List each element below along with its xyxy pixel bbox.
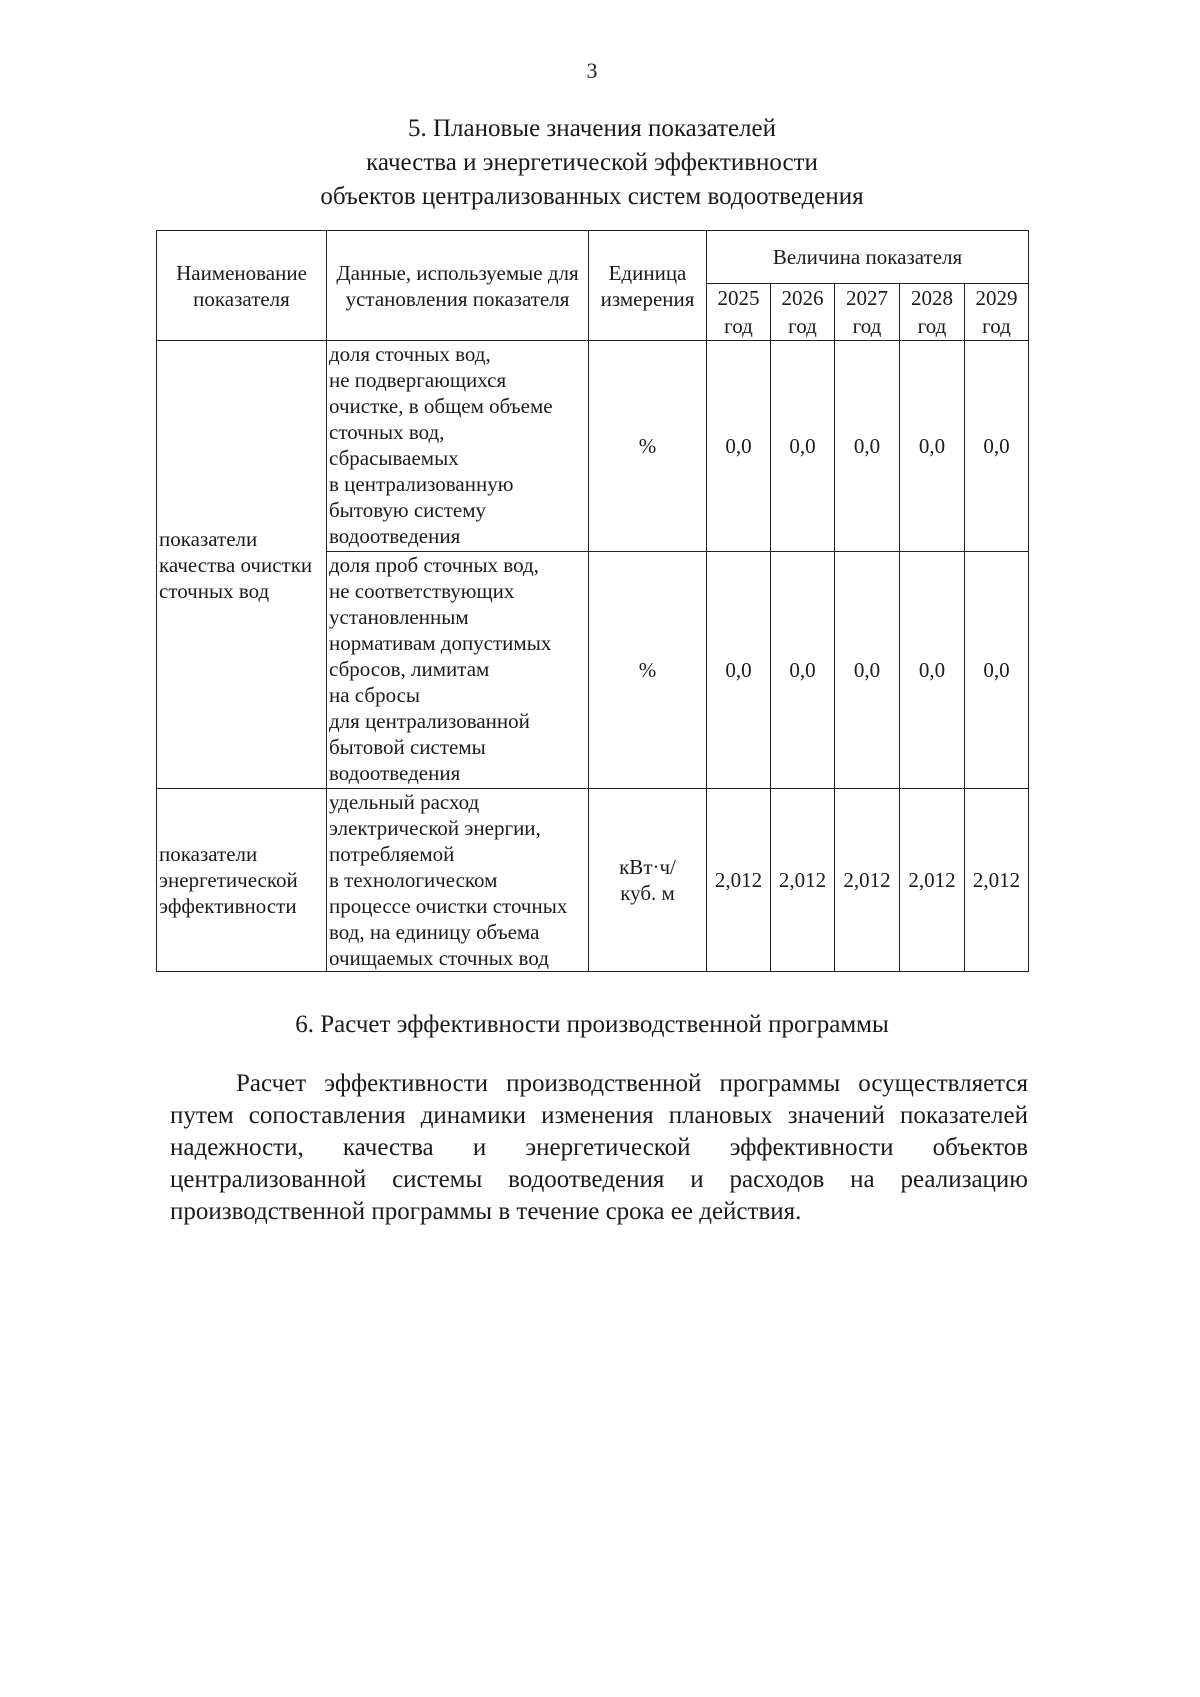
value-cell-2026: 2,012	[771, 789, 835, 972]
section-6-title: 6. Расчет эффективности производственной программы	[295, 1011, 889, 1038]
section-5-title-line: объектов централизованных систем водоотведения	[320, 183, 864, 210]
value-cell-2029: 0,0	[965, 552, 1029, 789]
data-used-cell: удельный расход электрической энергии, потребляемой в технологическом процессе очистки сточных вод, на единицу объема очищаемых сточных вод	[327, 789, 589, 972]
value-cell-2026: 0,0	[771, 341, 835, 552]
value-cell-2028: 0,0	[900, 341, 965, 552]
value-cell-2027: 2,012	[835, 789, 900, 972]
table-row	[157, 341, 1029, 552]
header-year-2028: 2028 год	[900, 284, 965, 341]
section-5-title-line: 5. Плановые значения показателей	[407, 115, 777, 142]
header-year-2026: 2026 год	[771, 284, 835, 341]
header-year-2029: 2029 год	[965, 284, 1029, 341]
data-used-cell: доля сточных вод, не подвергающихся очистке, в общем объеме сточных вод, сбрасываемых в централизованную бытовую систему водоотведения	[327, 341, 589, 552]
header-data-used: Данные, используемые для установления показателя	[327, 231, 589, 341]
section-6-paragraph: Расчет эффективности производственной программы осуществляется путем сопоставления динамики изменения плановых значений показателей надежности, качества и энергетической эффективности объектов централизованной системы водоотведения и расходов на реализацию производственной программы в течение срока ее действия.	[170, 1070, 1028, 1225]
header-unit: Единица измерения	[589, 231, 707, 341]
page-number: 3	[586, 58, 598, 83]
unit-cell: %	[589, 341, 707, 552]
value-cell-2025: 2,012	[707, 789, 771, 972]
indicator-name-cell: показатели энергетической эффективности	[157, 789, 327, 972]
value-cell-2026: 0,0	[771, 552, 835, 789]
value-cell-2025: 0,0	[707, 552, 771, 789]
value-cell-2028: 0,0	[900, 552, 965, 789]
value-cell-2029: 0,0	[965, 341, 1029, 552]
value-cell-2025: 0,0	[707, 341, 771, 552]
header-year-2025: 2025 год	[707, 284, 771, 341]
value-cell-2028: 2,012	[900, 789, 965, 972]
section-5-title	[0, 112, 1184, 214]
data-used-cell: доля проб сточных вод, не соответствующих установленным нормативам допустимых сбросов, лимитам на сбросы для централизованной бытовой системы водоотведения	[327, 552, 589, 789]
header-indicator-name: Наименование показателя	[157, 231, 327, 341]
value-cell-2027: 0,0	[835, 341, 900, 552]
unit-cell: кВт·ч/ куб. м	[589, 789, 707, 972]
indicators-table	[156, 230, 1029, 972]
table-row	[157, 789, 1029, 972]
header-year-2027: 2027 год	[835, 284, 900, 341]
indicator-name-cell: показатели качества очистки сточных вод	[157, 341, 327, 789]
value-cell-2027: 0,0	[835, 552, 900, 789]
section-5-title-line: качества и энергетической эффективности	[366, 149, 818, 176]
header-value: Величина показателя	[707, 231, 1029, 284]
unit-cell: %	[589, 552, 707, 789]
value-cell-2029: 2,012	[965, 789, 1029, 972]
